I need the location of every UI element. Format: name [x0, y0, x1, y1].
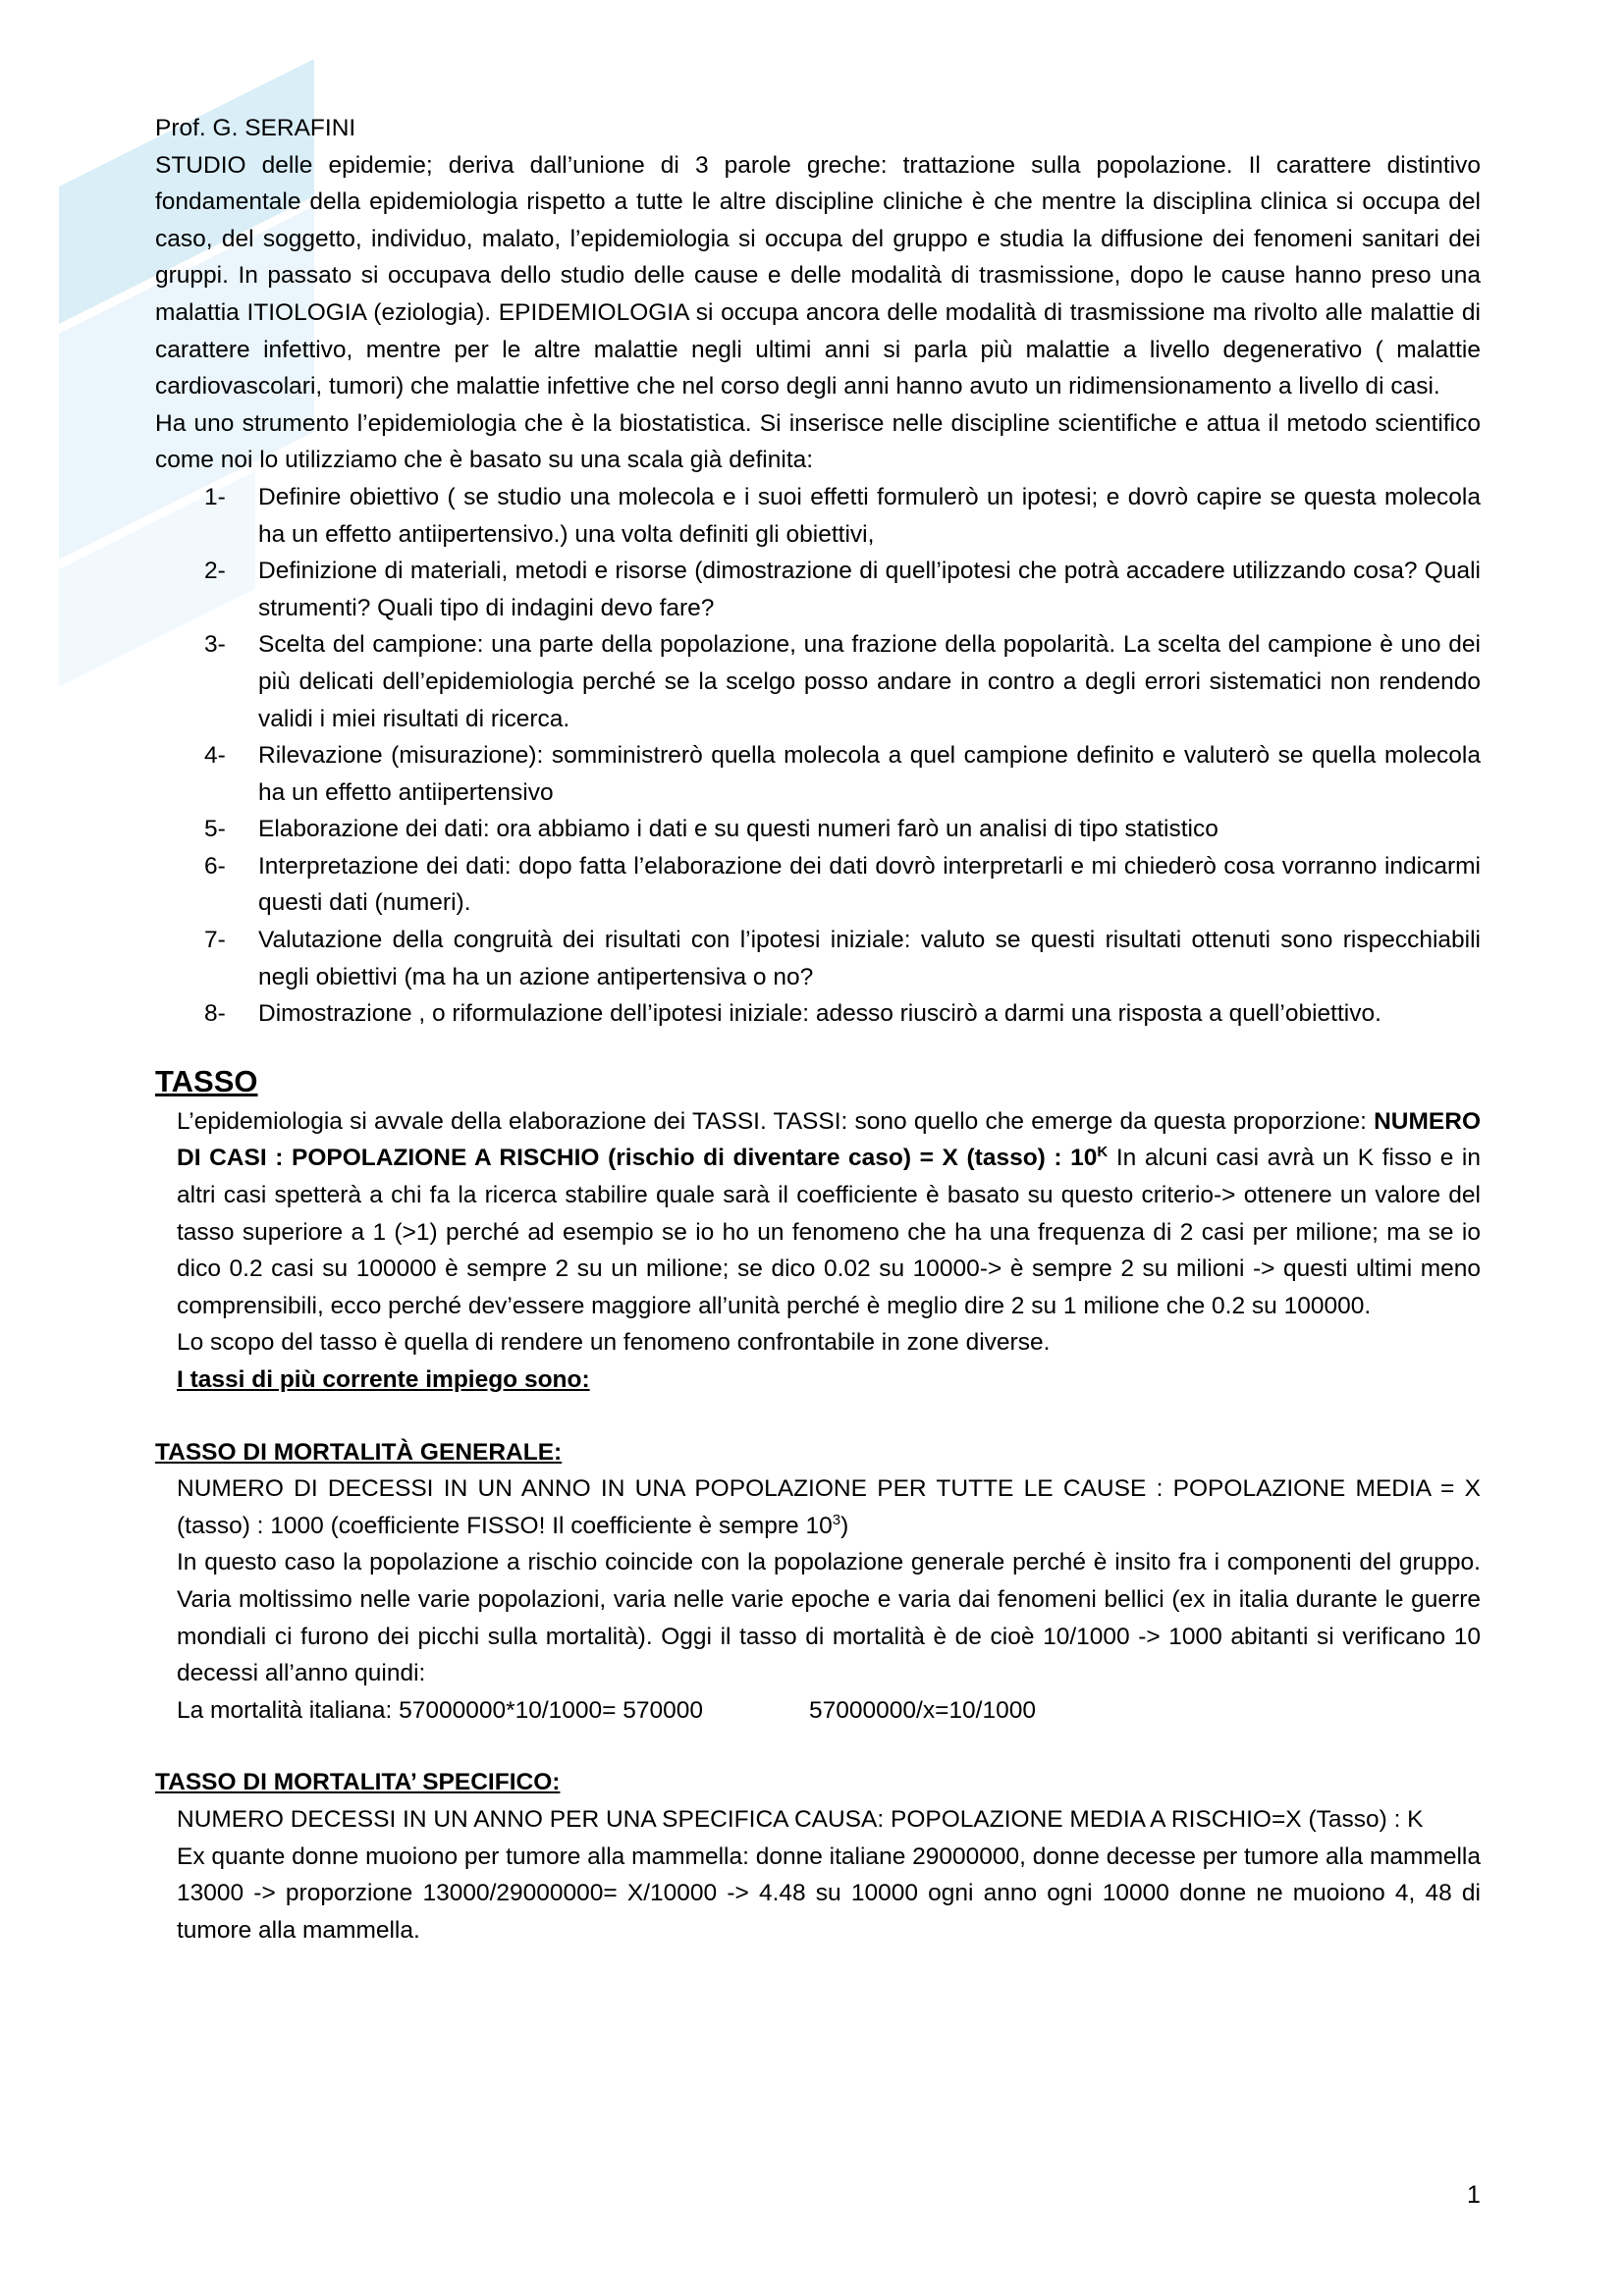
list-item — [204, 995, 1481, 1033]
author-line: Prof. G. SERAFINI — [155, 115, 356, 141]
step-text: Rilevazione (misurazione): somministrerò quella molecola a quel campione definito e valuterò se quella molecola ha un effetto antiipertensivo — [258, 742, 1481, 806]
list-item — [204, 737, 1481, 811]
tasso-paragraph-2: Lo scopo del tasso è quella di rendere un fenomeno confrontabile in zone diverse. — [177, 1329, 1051, 1357]
step-text: Definizione di materiali, metodi e risorse (dimostrazione di quell’ipotesi che potrà accadere utilizzando cosa? Quali strumenti? Quali tipo di indagini devo fare? — [258, 558, 1481, 621]
step-text: Elaborazione dei dati: ora abbiamo i dati e su questi numeri farò un analisi di tipo statistico — [258, 816, 1218, 843]
list-item — [204, 626, 1481, 737]
list-item — [204, 553, 1481, 626]
list-item — [204, 848, 1481, 922]
tasso-text-start: L’epidemiologia si avvale della elaborazione dei TASSI. TASSI: sono quello che emerge da questa proporzione: — [177, 1107, 1375, 1135]
section-heading-mortalita-specifico: TASSO DI MORTALITA’ SPECIFICO: — [155, 1769, 561, 1796]
calculation-a: La mortalità italiana: 57000000*10/1000= 570000 — [177, 1696, 704, 1724]
step-number: 7- — [204, 927, 226, 954]
tasso-subheading: I tassi di più corrente impiego sono: — [177, 1366, 590, 1393]
section-heading-mortalita-generale: TASSO DI MORTALITÀ GENERALE: — [155, 1438, 563, 1466]
intro-paragraph-2: Ha uno strumento l’epidemiologia che è la biostatistica. Si inserisce nelle discipline scientifiche e attua il metodo scientifico come noi lo utilizziamo che è basato su una scala già definita: — [155, 409, 1481, 474]
step-number: 1- — [204, 483, 226, 510]
step-text: Dimostrazione , o riformulazione dell’ipotesi iniziale: adesso riuscirò a darmi una risposta a quell’obiettivo. — [258, 1000, 1381, 1028]
step-number: 6- — [204, 852, 226, 880]
mortalita-specifico-section — [177, 1801, 1481, 1949]
step-number: 2- — [204, 558, 226, 585]
step-text: Interpretazione dei dati: dopo fatta l’elaborazione dei dati dovrò interpretarli e mi chiederò cosa vorranno indicarmi questi dati (numeri). — [258, 852, 1481, 917]
mortalita-generale-calculation — [177, 1692, 1481, 1730]
step-text: Valutazione della congruità dei risultati con l’ipotesi iniziale: valuto se questi risultati ottenuti sono rispecchiabili negli obiettivi (ma ha un azione antipertensiva o no? — [258, 927, 1481, 990]
mortalita-specifico-paragraph-2: Ex quante donne muoiono per tumore alla mammella: donne italiane 29000000, donne decesse per tumore alla mammella 13000 -> proporzione 13000/29000000= X/10000 -> 4.48 su 10000 ogni anno ogni 10000 donne ne muoiono 4, 48 di tumore alla mammella. — [177, 1842, 1481, 1944]
mortalita-generale-paragraph-2: In questo caso la popolazione a rischio coincide con la popolazione generale perché è insito fra i componenti del gruppo. Varia moltissimo nelle varie popolazioni, varia nelle varie epoche e varia dai fenomeni bellici (ex in italia durante le guerre mondiali ci furono dei picchi sulla mortalità). Oggi il tasso di mortalità è de cioè 10/1000 -> 1000 abitanti si verificano 10 decessi all’anno quindi: — [177, 1549, 1481, 1687]
calculation-b: 57000000/x=10/1000 — [809, 1696, 1036, 1724]
step-number: 8- — [204, 1000, 226, 1028]
tasso-paragraph-1 — [177, 1103, 1481, 1325]
step-text: Definire obiettivo ( se studio una molecola e i suoi effetti formulerò un ipotesi; e dovrò capire se questa molecola ha un effetto antiipertensivo.) una volta definiti gli obiettivi, — [258, 483, 1481, 548]
tasso-formula-exponent: K — [1097, 1144, 1109, 1161]
mortalita-specifico-paragraph-1: NUMERO DECESSI IN UN ANNO PER UNA SPECIFICA CAUSA: POPOLAZIONE MEDIA A RISCHIO=X (Tasso) : K — [177, 1805, 1424, 1833]
tasso-text-end: In alcuni casi avrà un K fisso e in altri casi spetterà a chi fa la ricerca stabilire quale sarà il coefficiente è basato su questo criterio-> ottenere un valore del tasso superiore a 1 (>1) perché ad esempio se io ho un fenomeno che ha una frequenza di 2 casi per milione; ma se io dico 0.2 casi su 100000 è sempre 2 su un milione; se dico 0.02 su 10000-> è sempre 2 su milioni -> questi ultimi meno comprensibili, ecco perché dev’essere maggiore all’unità perché è meglio dire 2 su 1 milione che 0.2 su 100000. — [177, 1145, 1481, 1319]
mortalita-generale-section — [177, 1470, 1481, 1729]
page-number: 1 — [1467, 2181, 1481, 2209]
tasso-section — [177, 1103, 1481, 1399]
section-heading-tasso: TASSO — [155, 1063, 258, 1098]
step-number: 5- — [204, 816, 226, 843]
document-page — [155, 110, 1481, 1949]
mortalita-generale-text-end: ) — [840, 1512, 849, 1539]
step-number: 3- — [204, 631, 226, 659]
step-number: 4- — [204, 742, 226, 770]
method-steps-list — [155, 479, 1481, 1033]
step-text: Scelta del campione: una parte della popolazione, una frazione della popolarità. La scelta del campione è uno dei più delicati dell’epidemiologia perché se la scelgo posso andare in contro a degli errori sistematici non rendendo validi i miei risultati di ricerca. — [258, 631, 1481, 732]
mortalita-generale-paragraph-1 — [177, 1470, 1481, 1544]
mortalita-generale-text-start: NUMERO DI DECESSI IN UN ANNO IN UNA POPOLAZIONE PER TUTTE LE CAUSE : POPOLAZIONE MEDIA = X (tasso) : 1000 (coefficiente FISSO! Il coefficiente è sempre 10 — [177, 1475, 1481, 1539]
list-item — [204, 479, 1481, 553]
mortalita-generale-exponent: 3 — [832, 1511, 841, 1528]
list-item — [204, 922, 1481, 995]
list-item — [204, 811, 1481, 848]
intro-paragraph-1: STUDIO delle epidemie; deriva dall’unione di 3 parole greche: trattazione sulla popolazione. Il carattere distintivo fondamentale della epidemiologia rispetto a tutte le altre discipline cliniche è che mentre la disciplina clinica si occupa del caso, del soggetto, individuo, malato, l’epidemiologia si occupa del gruppo e studia la diffusione dei fenomeni sanitari dei gruppi. In passato si occupava dello studio delle cause e delle modalità di trasmissione, dopo le cause hanno preso una malattia ITIOLOGIA (eziologia). EPIDEMIOLOGIA si occupa ancora delle modalità di trasmissione ma rivolto alle malattie di carattere infettivo, mentre per le altre malattie negli ultimi anni si parla più malattie a livello degenerativo ( malattie cardiovascolari, tumori) che malattie infettive che nel corso degli anni hanno avuto un ridimensionamento a livello di casi. — [155, 151, 1481, 400]
tasso-formula-text: NUMERO DI CASI : POPOLAZIONE A RISCHIO (rischio di diventare caso) = X (tasso) : 10 — [177, 1107, 1481, 1172]
